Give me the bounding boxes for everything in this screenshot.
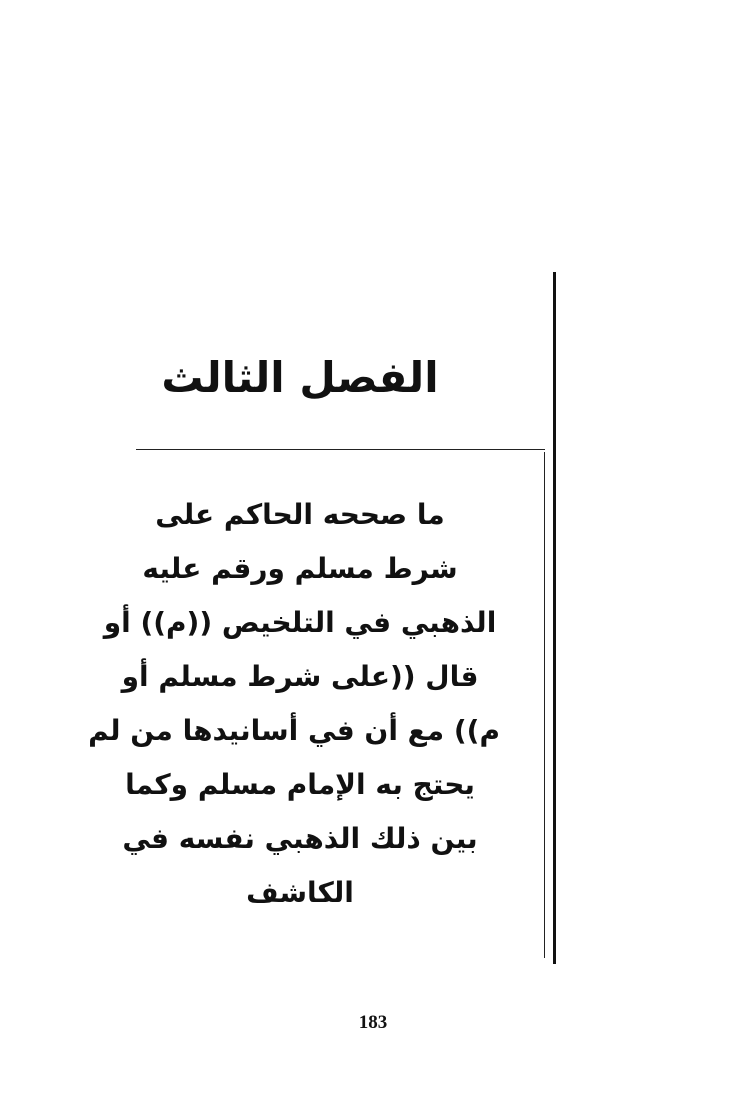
chapter-title: الفصل الثالث bbox=[161, 353, 439, 402]
description-line: ما صححه الحاكم على bbox=[155, 498, 445, 531]
horizontal-rule bbox=[136, 449, 545, 450]
description-line: م)) مع أن في أسانيدها من لم bbox=[88, 714, 500, 747]
page-number: 183 bbox=[358, 1012, 388, 1033]
description-line: الكاشف bbox=[246, 876, 354, 909]
inner-vertical-rule bbox=[544, 452, 545, 958]
description-line: يحتج به الإمام مسلم وكما bbox=[125, 768, 475, 801]
chapter-description bbox=[88, 488, 500, 920]
description-line: بين ذلك الذهبي نفسه في bbox=[122, 822, 478, 855]
description-line: قال ((على شرط مسلم أو bbox=[121, 660, 479, 693]
description-line: شرط مسلم ورقم عليه bbox=[142, 552, 458, 585]
description-line: الذهبي في التلخيص ((م)) أو bbox=[103, 606, 497, 639]
outer-vertical-rule bbox=[553, 272, 556, 964]
